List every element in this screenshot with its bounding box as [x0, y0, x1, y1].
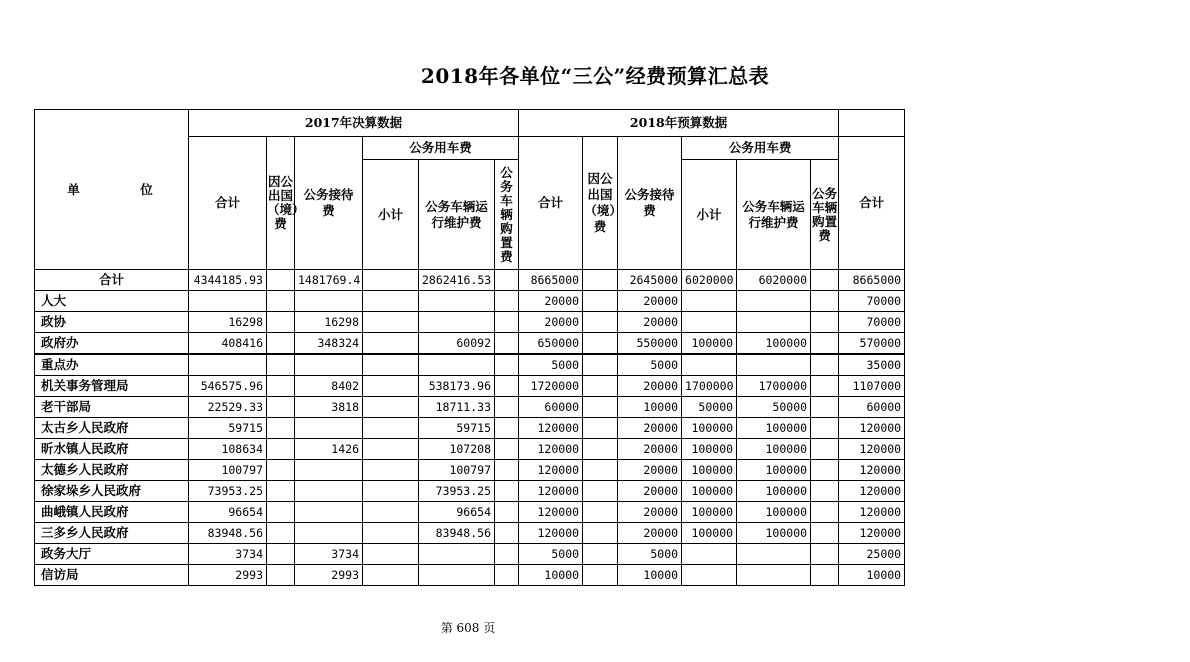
c2018-reception-cell: 20000: [618, 376, 682, 397]
table-row: [35, 565, 905, 586]
c2017-maint-cell: 100797: [419, 460, 495, 481]
table-row: [35, 523, 905, 544]
c2018-reception-cell: 2645000: [618, 270, 682, 291]
c2017-total-cell: 22529.33: [189, 397, 267, 418]
c2017-total-cell: 108634: [189, 439, 267, 460]
c2017-total-cell: 73953.25: [189, 481, 267, 502]
c2017-maint-cell: 18711.33: [419, 397, 495, 418]
c2017-purchase-cell: [495, 418, 519, 439]
page-title: 2018年各单位“三公”经费预算汇总表: [420, 64, 770, 88]
unit-name-cell: 太德乡人民政府: [35, 460, 189, 481]
c2018-total-cell: 650000: [519, 333, 583, 355]
c2018-total-cell: 20000: [519, 291, 583, 312]
c2018-purchase-cell: [811, 523, 839, 544]
c2018-purchase-cell: [811, 312, 839, 333]
c2017-sub-cell: [363, 502, 419, 523]
c2017-sub-cell: [363, 312, 419, 333]
c2018-maint-cell: 100000: [737, 333, 811, 355]
c2018-total-cell: 120000: [519, 481, 583, 502]
reception-header-2018: 公务接待费: [618, 137, 682, 270]
unit-name-cell: 政务大厅: [35, 544, 189, 565]
c2017-purchase-cell: [495, 291, 519, 312]
c2017-reception-cell: [295, 481, 363, 502]
c2018-maint-cell: [737, 291, 811, 312]
page-number: 第 608 页: [440, 621, 496, 635]
c2017-maint-cell: [419, 312, 495, 333]
c2018-total-cell: 5000: [519, 354, 583, 376]
c2017-maint-cell: 83948.56: [419, 523, 495, 544]
total-header-2018: 合计: [519, 137, 583, 270]
table-row: [35, 376, 905, 397]
unit-name-cell: 政府办: [35, 333, 189, 355]
c2017-sub-cell: [363, 460, 419, 481]
c2018-sub-cell: 100000: [682, 523, 737, 544]
c2018-purchase-cell: [811, 544, 839, 565]
unit-name-cell: 三多乡人民政府: [35, 523, 189, 544]
c2018-purchase-cell: [811, 397, 839, 418]
table-row: [35, 312, 905, 333]
c2017-abroad-cell: [267, 523, 295, 544]
c2018-abroad-cell: [583, 544, 618, 565]
table-row: [35, 460, 905, 481]
c2017-abroad-cell: [267, 544, 295, 565]
total-row: [35, 270, 905, 291]
table-body: [35, 270, 905, 586]
budget-table-container: [34, 109, 904, 586]
c2017-abroad-cell: [267, 460, 295, 481]
unit-name-cell: 合计: [35, 270, 189, 291]
c2018-abroad-cell: [583, 397, 618, 418]
c2017-total-cell: 3734: [189, 544, 267, 565]
c2017-sub-cell: [363, 523, 419, 544]
next-total-cell: 120000: [839, 460, 905, 481]
next-total-cell: 120000: [839, 502, 905, 523]
c2017-purchase-cell: [495, 502, 519, 523]
c2018-reception-cell: 20000: [618, 418, 682, 439]
c2018-maint-cell: 6020000: [737, 270, 811, 291]
c2017-reception-cell: 2993: [295, 565, 363, 586]
c2017-sub-cell: [363, 291, 419, 312]
c2017-total-cell: 4344185.93: [189, 270, 267, 291]
c2017-abroad-cell: [267, 333, 295, 355]
c2017-purchase-cell: [495, 333, 519, 355]
c2017-sub-cell: [363, 565, 419, 586]
car-maint-header-2017: 公务车辆运行维护费: [419, 160, 495, 270]
unit-name-cell: 人大: [35, 291, 189, 312]
c2018-maint-cell: 100000: [737, 523, 811, 544]
c2018-reception-cell: 5000: [618, 354, 682, 376]
c2018-reception-cell: 20000: [618, 502, 682, 523]
c2017-abroad-cell: [267, 312, 295, 333]
c2017-abroad-cell: [267, 565, 295, 586]
table-row: [35, 397, 905, 418]
c2018-sub-cell: 100000: [682, 481, 737, 502]
c2018-sub-cell: [682, 312, 737, 333]
c2018-reception-cell: 550000: [618, 333, 682, 355]
c2018-purchase-cell: [811, 376, 839, 397]
c2018-purchase-cell: [811, 333, 839, 355]
c2018-total-cell: 10000: [519, 565, 583, 586]
unit-name-cell: 老干部局: [35, 397, 189, 418]
c2017-reception-cell: 348324: [295, 333, 363, 355]
table-row: [35, 291, 905, 312]
c2018-abroad-cell: [583, 523, 618, 544]
c2017-abroad-cell: [267, 354, 295, 376]
c2018-abroad-cell: [583, 376, 618, 397]
unit-name-cell: 徐家垛乡人民政府: [35, 481, 189, 502]
c2018-purchase-cell: [811, 291, 839, 312]
c2018-maint-cell: 100000: [737, 481, 811, 502]
unit-header: 单 位: [35, 110, 189, 270]
c2018-abroad-cell: [583, 460, 618, 481]
c2017-maint-cell: [419, 544, 495, 565]
car-group-header-2018: 公务用车费: [682, 137, 839, 160]
c2017-abroad-cell: [267, 291, 295, 312]
c2018-reception-cell: 5000: [618, 544, 682, 565]
next-total-cell: 1107000: [839, 376, 905, 397]
c2017-total-cell: 2993: [189, 565, 267, 586]
c2018-purchase-cell: [811, 270, 839, 291]
c2017-reception-cell: [295, 418, 363, 439]
total-header-2017: 合计: [189, 137, 267, 270]
c2018-maint-cell: 1700000: [737, 376, 811, 397]
c2018-maint-cell: [737, 312, 811, 333]
c2018-total-cell: 5000: [519, 544, 583, 565]
c2017-maint-cell: 2862416.53: [419, 270, 495, 291]
c2017-maint-cell: 538173.96: [419, 376, 495, 397]
c2018-abroad-cell: [583, 333, 618, 355]
c2017-maint-cell: 59715: [419, 418, 495, 439]
budget-table: [34, 109, 905, 586]
c2018-purchase-cell: [811, 460, 839, 481]
c2017-total-cell: 16298: [189, 312, 267, 333]
c2018-purchase-cell: [811, 354, 839, 376]
c2017-maint-cell: [419, 565, 495, 586]
c2018-total-cell: 120000: [519, 460, 583, 481]
reception-header-2017: 公务接待费: [295, 137, 363, 270]
c2017-reception-cell: [295, 291, 363, 312]
c2017-maint-cell: [419, 291, 495, 312]
c2017-reception-cell: [295, 523, 363, 544]
next-total-cell: 70000: [839, 312, 905, 333]
table-row: [35, 418, 905, 439]
c2017-sub-cell: [363, 544, 419, 565]
abroad-header-2018: 因公出国（境）费: [583, 137, 618, 270]
c2018-sub-cell: 1700000: [682, 376, 737, 397]
c2018-reception-cell: 20000: [618, 312, 682, 333]
next-total-cell: 25000: [839, 544, 905, 565]
table-row: [35, 354, 905, 376]
c2018-abroad-cell: [583, 565, 618, 586]
unit-name-cell: 信访局: [35, 565, 189, 586]
c2018-maint-cell: 50000: [737, 397, 811, 418]
c2017-sub-cell: [363, 333, 419, 355]
next-total-cell: 35000: [839, 354, 905, 376]
c2017-purchase-cell: [495, 439, 519, 460]
c2018-purchase-cell: [811, 481, 839, 502]
car-group-header-2017: 公务用车费: [363, 137, 519, 160]
table-row: [35, 544, 905, 565]
subtotal-header-2018: 小计: [682, 160, 737, 270]
next-total-cell: 70000: [839, 291, 905, 312]
c2018-reception-cell: 20000: [618, 481, 682, 502]
c2017-sub-cell: [363, 376, 419, 397]
c2017-reception-cell: 3734: [295, 544, 363, 565]
next-total-cell: 570000: [839, 333, 905, 355]
c2017-total-cell: 100797: [189, 460, 267, 481]
c2018-sub-cell: 100000: [682, 418, 737, 439]
next-total-cell: 120000: [839, 439, 905, 460]
c2017-sub-cell: [363, 397, 419, 418]
car-maint-header-2018: 公务车辆运行维护费: [737, 160, 811, 270]
unit-name-cell: 曲峨镇人民政府: [35, 502, 189, 523]
c2018-abroad-cell: [583, 291, 618, 312]
c2018-total-cell: 120000: [519, 439, 583, 460]
unit-name-cell: 重点办: [35, 354, 189, 376]
c2017-abroad-cell: [267, 418, 295, 439]
c2018-reception-cell: 20000: [618, 460, 682, 481]
table-row: [35, 502, 905, 523]
c2018-abroad-cell: [583, 354, 618, 376]
table-row: [35, 333, 905, 355]
c2018-sub-cell: 100000: [682, 333, 737, 355]
c2018-maint-cell: 100000: [737, 460, 811, 481]
c2018-total-cell: 120000: [519, 523, 583, 544]
c2018-reception-cell: 20000: [618, 291, 682, 312]
c2018-sub-cell: 100000: [682, 439, 737, 460]
c2017-reception-cell: 8402: [295, 376, 363, 397]
c2017-purchase-cell: [495, 481, 519, 502]
c2018-reception-cell: 10000: [618, 565, 682, 586]
next-total-cell: 120000: [839, 418, 905, 439]
car-purchase-header-2017: 公务车辆购置费: [495, 160, 519, 270]
total-header-next: 合计: [839, 137, 905, 270]
c2018-total-cell: 1720000: [519, 376, 583, 397]
c2017-maint-cell: [419, 354, 495, 376]
c2018-reception-cell: 20000: [618, 439, 682, 460]
c2017-abroad-cell: [267, 270, 295, 291]
c2017-purchase-cell: [495, 523, 519, 544]
c2017-purchase-cell: [495, 270, 519, 291]
c2017-reception-cell: 1426: [295, 439, 363, 460]
c2018-purchase-cell: [811, 565, 839, 586]
next-total-cell: 10000: [839, 565, 905, 586]
c2018-sub-cell: 100000: [682, 502, 737, 523]
c2017-reception-cell: [295, 460, 363, 481]
c2018-abroad-cell: [583, 312, 618, 333]
c2017-reception-cell: [295, 502, 363, 523]
c2017-reception-cell: 1481769.4: [295, 270, 363, 291]
c2018-abroad-cell: [583, 418, 618, 439]
c2018-total-cell: 20000: [519, 312, 583, 333]
c2018-total-cell: 8665000: [519, 270, 583, 291]
c2017-sub-cell: [363, 418, 419, 439]
c2017-purchase-cell: [495, 354, 519, 376]
subtotal-header-2017: 小计: [363, 160, 419, 270]
c2018-sub-cell: [682, 544, 737, 565]
group-header-next: [839, 110, 905, 137]
c2017-reception-cell: [295, 354, 363, 376]
c2018-sub-cell: 6020000: [682, 270, 737, 291]
c2017-abroad-cell: [267, 376, 295, 397]
c2018-maint-cell: 100000: [737, 502, 811, 523]
unit-name-cell: 昕水镇人民政府: [35, 439, 189, 460]
c2017-reception-cell: 16298: [295, 312, 363, 333]
c2018-maint-cell: 100000: [737, 439, 811, 460]
unit-name-cell: 机关事务管理局: [35, 376, 189, 397]
c2018-sub-cell: [682, 291, 737, 312]
c2017-total-cell: 408416: [189, 333, 267, 355]
c2017-maint-cell: 60092: [419, 333, 495, 355]
c2018-maint-cell: [737, 544, 811, 565]
c2018-purchase-cell: [811, 502, 839, 523]
c2017-abroad-cell: [267, 439, 295, 460]
c2017-maint-cell: 107208: [419, 439, 495, 460]
c2017-total-cell: 83948.56: [189, 523, 267, 544]
c2017-purchase-cell: [495, 565, 519, 586]
c2017-sub-cell: [363, 354, 419, 376]
c2018-abroad-cell: [583, 481, 618, 502]
c2018-maint-cell: [737, 565, 811, 586]
abroad-header-2017: 因公出国（境）费: [267, 137, 295, 270]
c2017-purchase-cell: [495, 312, 519, 333]
c2018-sub-cell: 100000: [682, 460, 737, 481]
c2018-abroad-cell: [583, 502, 618, 523]
c2017-sub-cell: [363, 481, 419, 502]
c2017-sub-cell: [363, 439, 419, 460]
table-header: [35, 110, 905, 270]
c2018-abroad-cell: [583, 270, 618, 291]
c2018-purchase-cell: [811, 418, 839, 439]
group-header-2018: 2018年预算数据: [519, 110, 839, 137]
table-row: [35, 481, 905, 502]
next-total-cell: 120000: [839, 481, 905, 502]
c2018-maint-cell: [737, 354, 811, 376]
c2017-total-cell: [189, 291, 267, 312]
c2017-abroad-cell: [267, 397, 295, 418]
c2017-total-cell: 546575.96: [189, 376, 267, 397]
c2017-abroad-cell: [267, 481, 295, 502]
c2017-abroad-cell: [267, 502, 295, 523]
c2018-reception-cell: 10000: [618, 397, 682, 418]
c2018-sub-cell: [682, 354, 737, 376]
c2017-purchase-cell: [495, 544, 519, 565]
car-purchase-header-2018: 公务车辆购置费: [811, 160, 839, 270]
c2017-total-cell: 59715: [189, 418, 267, 439]
c2018-sub-cell: [682, 565, 737, 586]
c2018-abroad-cell: [583, 439, 618, 460]
c2018-reception-cell: 20000: [618, 523, 682, 544]
c2017-purchase-cell: [495, 376, 519, 397]
c2017-sub-cell: [363, 270, 419, 291]
next-total-cell: 120000: [839, 523, 905, 544]
unit-name-cell: 太古乡人民政府: [35, 418, 189, 439]
next-total-cell: 60000: [839, 397, 905, 418]
unit-name-cell: 政协: [35, 312, 189, 333]
c2017-purchase-cell: [495, 397, 519, 418]
c2018-purchase-cell: [811, 439, 839, 460]
c2017-maint-cell: 73953.25: [419, 481, 495, 502]
next-total-cell: 8665000: [839, 270, 905, 291]
c2017-reception-cell: 3818: [295, 397, 363, 418]
c2018-sub-cell: 50000: [682, 397, 737, 418]
c2018-total-cell: 60000: [519, 397, 583, 418]
c2018-total-cell: 120000: [519, 502, 583, 523]
c2018-maint-cell: 100000: [737, 418, 811, 439]
c2017-purchase-cell: [495, 460, 519, 481]
table-row: [35, 439, 905, 460]
c2017-total-cell: [189, 354, 267, 376]
c2017-total-cell: 96654: [189, 502, 267, 523]
group-header-2017: 2017年决算数据: [189, 110, 519, 137]
c2017-maint-cell: 96654: [419, 502, 495, 523]
c2018-total-cell: 120000: [519, 418, 583, 439]
